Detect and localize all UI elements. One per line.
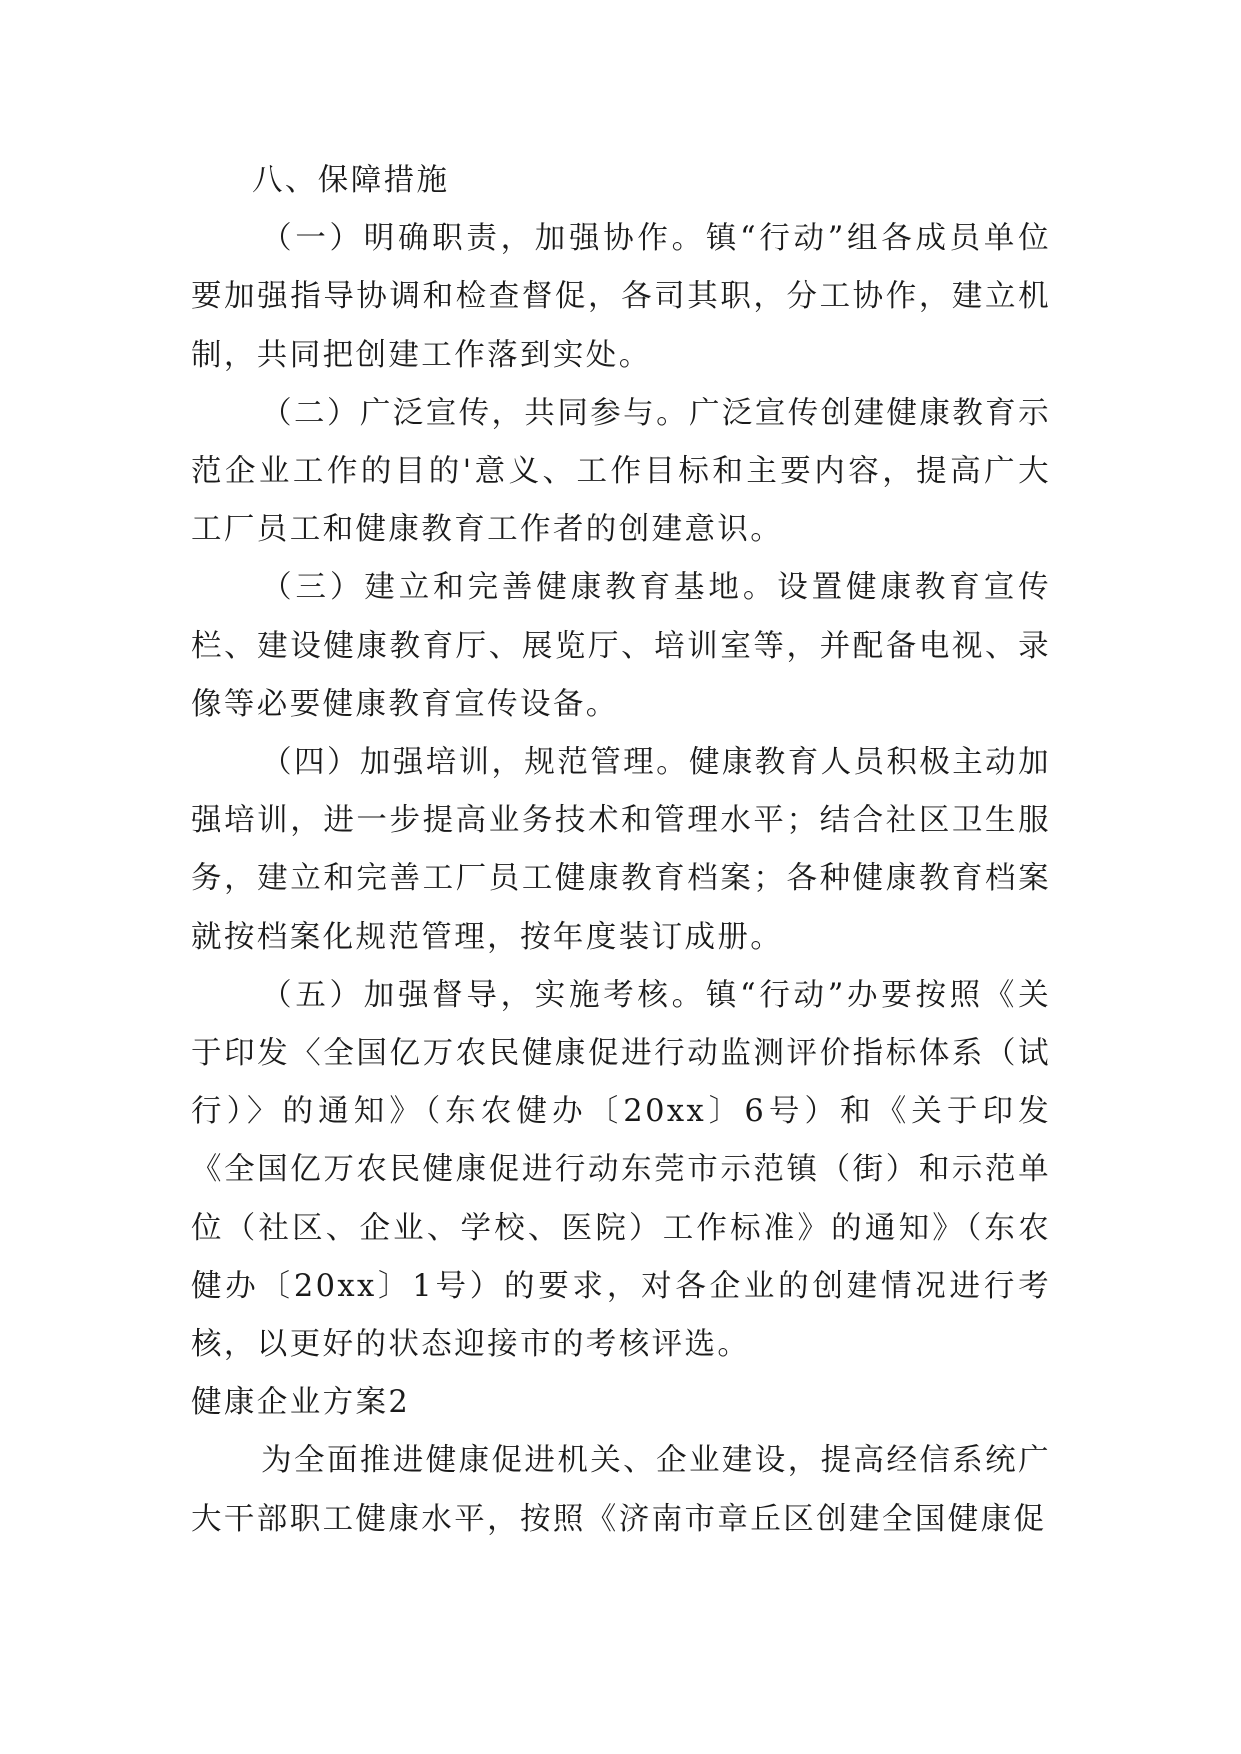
document-body xyxy=(191,152,1051,1549)
section-heading: 八、保障措施 xyxy=(252,163,450,198)
paragraph-responsibilities: （一）明确职责，加强协作。镇“行动”组各成员单位要加强指导协调和检查督促，各司其职，分工协作，建立机制，共同把创建工作落到实处。 xyxy=(191,221,1051,373)
paragraph-publicity: （二）广泛宣传，共同参与。广泛宣传创建健康教育示范企业工作的目的'意义、工作目标和主要内容，提高广大工厂员工和健康教育工作者的创建意识。 xyxy=(191,395,1051,548)
paragraph-supervision: （五）加强督导，实施考核。镇“行动”办要按照《关于印发〈全国亿万农民健康促进行动监测评价指标体系（试行）〉的通知》（东农健办〔20xx〕6号）和《关于印发《全国亿万农民健康促进行动东莞市示范镇（街）和示范单位（社区、企业、学校、医院）工作标准》的通知》（东农健办〔20xx〕1号）的要求，对各企业的创建情况进行考核，以更好的状态迎接市的考核评选。 xyxy=(191,977,1051,1363)
second-plan-title: 健康企业方案2 xyxy=(191,1385,411,1421)
paragraph-intro: 为全面推进健康促进机关、企业建设，提高经信系统广大干部职工健康水平，按照《济南市章丘区创建全国健康促 xyxy=(191,1443,1051,1537)
paragraph-training: （四）加强培训，规范管理。健康教育人员积极主动加强培训，进一步提高业务技术和管理水平；结合社区卫生服务，建立和完善工厂员工健康教育档案；各种健康教育档案就按档案化规范管理，按年度装订成册。 xyxy=(191,745,1051,955)
paragraph-education-base: （三）建立和完善健康教育基地。设置健康教育宣传栏、建设健康教育厅、展览厅、培训室等，并配备电视、录像等必要健康教育宣传设备。 xyxy=(191,570,1051,722)
